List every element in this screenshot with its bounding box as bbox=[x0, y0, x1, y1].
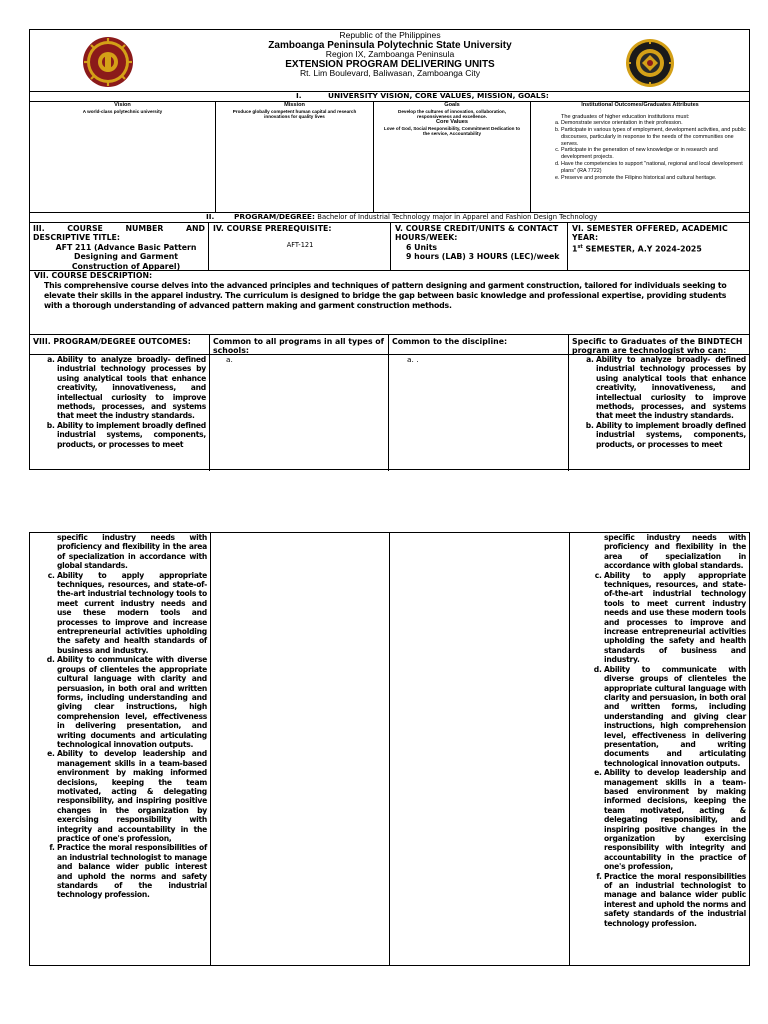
vmgc-row bbox=[30, 102, 749, 213]
outcome-item: b. Ability to implement broadly defined industrial systems, components, products, or processes to meet bbox=[596, 421, 746, 449]
vision-cell: Vision A world-class polytechnic university bbox=[30, 102, 216, 212]
prerequisite-cell: IV. COURSE PREREQUISITE: AFT-121 bbox=[210, 223, 391, 270]
ioga-cell: Institutional Outcomes/Graduates Attributes The graduates of higher education institutions must: a. Demonstrate service orientation in their profession. b. Participate in various types of employment, development activities, and public discourses, particularly in response to the needs of the communities one serves. c. Participate in the generation of new knowledge or in research and development projects. d. Have the competencies to support "national, regional and local development plans" (RA 7722) e. Preserve and promote the Filipino historical and cultural heritage. bbox=[531, 102, 749, 212]
outcome-item: d. Ability to communicate with diverse groups of clienteles the appropriate cultural language with clarity and persuasion, in both oral and written forms, including understanding and giving clear instructions, high comprehension level, effectiveness in delivering presentation, and writing documents and articulating technological innovation outputs. bbox=[604, 665, 746, 768]
section-1-title: I. UNIVERSITY VISION, CORE VALUES, MISSION, GOALS: bbox=[30, 91, 749, 102]
outcome-item: e. Ability to develop leadership and management skills in a team-based environment by making informed decisions, keeping the team motivated, acting & delegating responsibility, and inspiring positive changes in the organization by exercising responsibility with integrity and accountability in the practice of one's profession, bbox=[57, 749, 207, 843]
outcomes-col-2: Common to all programs in all types of schools: a. bbox=[210, 335, 389, 471]
zppsu-seal-icon bbox=[82, 36, 134, 88]
outcome-item: c. Ability to apply appropriate techniques, resources, and state-of-the-art industrial technology tools to meet current industry needs and use these modern tools and processes to improve and increase entrepreneurial activities upholding the safety and health standards of business and industry. bbox=[604, 571, 746, 665]
ioga-list bbox=[531, 120, 749, 181]
ioga-item: c. Participate in the generation of new knowledge or in research and development projects. bbox=[561, 147, 747, 161]
document-header bbox=[30, 30, 749, 92]
republic-line: Republic of the Philippines bbox=[339, 30, 441, 40]
extension-seal-icon bbox=[622, 38, 678, 88]
semester-cell: VI. SEMESTER OFFERED, ACADEMIC YEAR: 1st SEMESTER, A.Y 2024-2025 bbox=[572, 224, 728, 254]
course-info-row bbox=[30, 223, 749, 271]
ioga-item: e. Preserve and promote the Filipino historical and cultural heritage. bbox=[561, 175, 747, 182]
program-degree-value: Bachelor of Industrial Technology major in Apparel and Fashion Design Technology bbox=[317, 213, 598, 221]
outcome-item: b. Ability to implement broadly defined industrial systems, components, products, or processes to meet bbox=[57, 421, 206, 449]
outcomes-table-p1 bbox=[30, 334, 749, 471]
program-degree-row: II. PROGRAM/DEGREE: Bachelor of Industrial Technology major in Apparel and Fashion Design Technology bbox=[30, 212, 749, 223]
outcomes-col-4-cont: specific industry needs with proficiency and flexibility in the area of specialization in accordance with global standards. c. Ability to apply appropriate techniques, resources, and state-of-the-art industrial technology tools to meet current industry needs and use these modern tools and processes to improve and increase entrepreneurial activities upholding the safety and health standards of business and industry. d. Ability to communicate with diverse groups of clienteles the appropriate cultural language with clarity and persuasion, in both oral and written forms, including understanding and giving clear instructions, high comprehension level, effectiveness in delivering presentation, and writing documents and articulating technological innovation outputs. e. Ability to develop leadership and management skills in a team-based environment by making informed decisions, keeping the team motivated, acting & delegating responsibility, and inspiring positive changes in the organization by exercising responsibility with integrity and accountability in the practice of one's profession, f. Practice the moral responsibilities of an industrial technologist to manage and balance wider public interest and uphold the norms and safety standards of the industrial technology profession. bbox=[570, 533, 749, 965]
outcome-item: f. Practice the moral responsibilities of an industrial technologist to manage and balance wider public interest and uphold the norms and safety standards of the industrial technology profession. bbox=[604, 872, 746, 928]
region-line: Region IX, Zamboanga Peninsula bbox=[325, 49, 455, 60]
course-description: VII. COURSE DESCRIPTION: This comprehensive course delves into the advanced principles and techniques of pattern designing and garment construction, tailored for individuals seeking to elevate their skills in the apparel industry. The curriculum is designed to bridge the gap between basic knowledge and professional expertise, providing students with a thorough understanding of advanced pattern making and garment construction methods. bbox=[34, 271, 727, 310]
outcomes-table-p2 bbox=[29, 532, 750, 966]
address-line: Rt. Lim Boulevard, Baliwasan, Zamboanga City bbox=[299, 68, 481, 79]
university-name: Zamboanga Peninsula Polytechnic State University bbox=[268, 39, 512, 51]
outcomes-col-2-cont bbox=[211, 533, 390, 965]
outcome-item: f. Practice the moral responsibilities of an industrial technologist to manage and balance wider public interest and uphold the norms and safety standards of the industrial technology profession. bbox=[57, 843, 207, 899]
course-number-cell: III. COURSE NUMBER AND DESCRIPTIVE TITLE: AFT 211 (Advance Basic Pattern Designing and Garment Construction of Apparel) bbox=[30, 223, 209, 270]
outcomes-col-1: VIII. PROGRAM/DEGREE OUTCOMES: a. Ability to analyze broadly- defined industrial technology processes by using analytical tools that enhance creativity, innovativeness, and intellectual curiosity to improve methods, processes, and systems that meet the industry standards. b. Ability to implement broadly defined industrial systems, components, products, or processes to meet bbox=[30, 335, 210, 471]
goals-cell: Goals Develop the cultures of innovation, collaboration, responsiveness and excellence. Core Values Love of God, Social Responsibility, Commitment Dedication to the service, Accountability bbox=[374, 102, 531, 212]
outcomes-col-3: Common to the discipline: a. . bbox=[389, 335, 569, 471]
outcome-item: a. Ability to analyze broadly- defined industrial technology processes by using analytical tools that enhance creativity, innovativeness, and intellectual curiosity to improve methods, processes, and systems that meet the industry standards. bbox=[596, 355, 746, 421]
ioga-item: a. Demonstrate service orientation in their profession. bbox=[561, 120, 747, 127]
outcome-item: e. Ability to develop leadership and management skills in a team-based environment by making informed decisions, keeping the team motivated, acting & delegating responsibility, and inspiring positive changes in the organization by exercising responsibility with integrity and accountability in the practice of one's profession, bbox=[604, 768, 746, 871]
mission-cell: Mission Produce globally competent human capital and research innovations for quality lives bbox=[216, 102, 374, 212]
outcome-item: d. Ability to communicate with diverse groups of clienteles the appropriate cultural language with clarity and persuasion, in both oral and written forms, including understanding and giving clear instructions, high comprehension level, effectiveness in delivering presentation, and writing documents and articulating technological innovation outputs. bbox=[57, 655, 207, 749]
ioga-item: b. Participate in various types of employment, development activities, and public discourses, particularly in response to the needs of the communities one serves. bbox=[561, 127, 747, 147]
ioga-item: d. Have the competencies to support "national, regional and local development plans" (RA 7722) bbox=[561, 161, 747, 175]
outcomes-col-4: Specific to Graduates of the BINDTECH program are technologist who can: a. Ability to analyze broadly- defined industrial technology processes by using analytical tools that enhance creativity, innovativeness, and intellectual curiosity to improve methods, processes, and systems that meet the industry standards. b. Ability to implement broadly defined industrial systems, components, products, or processes to meet bbox=[569, 335, 749, 471]
office-title: EXTENSION PROGRAM DELIVERING UNITS bbox=[285, 58, 495, 70]
outcomes-col-3-cont bbox=[390, 533, 570, 965]
outcome-item: a. Ability to analyze broadly- defined industrial technology processes by using analytical tools that enhance creativity, innovativeness, and intellectual curiosity to improve methods, processes, and systems that meet the industry standards. bbox=[57, 355, 206, 421]
outcomes-col-1-cont: specific industry needs with proficiency and flexibility in the area of specialization in accordance with global standards. c. Ability to apply appropriate techniques, resources, and state-of-the-art industrial technology tools to meet current industry needs and use these modern tools and processes to improve and increase entrepreneurial activities upholding the safety and health standards of business and industry. d. Ability to communicate with diverse groups of clienteles the appropriate cultural language with clarity and persuasion, in both oral and written forms, including understanding and giving clear instructions, high comprehension level, effectiveness in delivering presentation, and writing documents and articulating technological innovation outputs. e. Ability to develop leadership and management skills in a team-based environment by making informed decisions, keeping the team motivated, acting & delegating responsibility, and inspiring positive changes in the organization by exercising responsibility with integrity and accountability in the practice of one's profession, f. Practice the moral responsibilities of an industrial technologist to manage and balance wider public interest and uphold the norms and safety standards of the industrial technology profession. bbox=[30, 533, 211, 965]
credit-units-cell: V. COURSE CREDIT/UNITS & CONTACT HOURS/WEEK: 6 Units 9 hours (LAB) 3 HOURS (LEC)/week bbox=[392, 223, 568, 270]
outcome-item: c. Ability to apply appropriate techniques, resources, and state-of-the-art industrial technology tools to meet current industry needs and use these modern tools and processes to improve and increase entrepreneurial activities upholding the safety and health standards of business and industry. bbox=[57, 571, 207, 656]
